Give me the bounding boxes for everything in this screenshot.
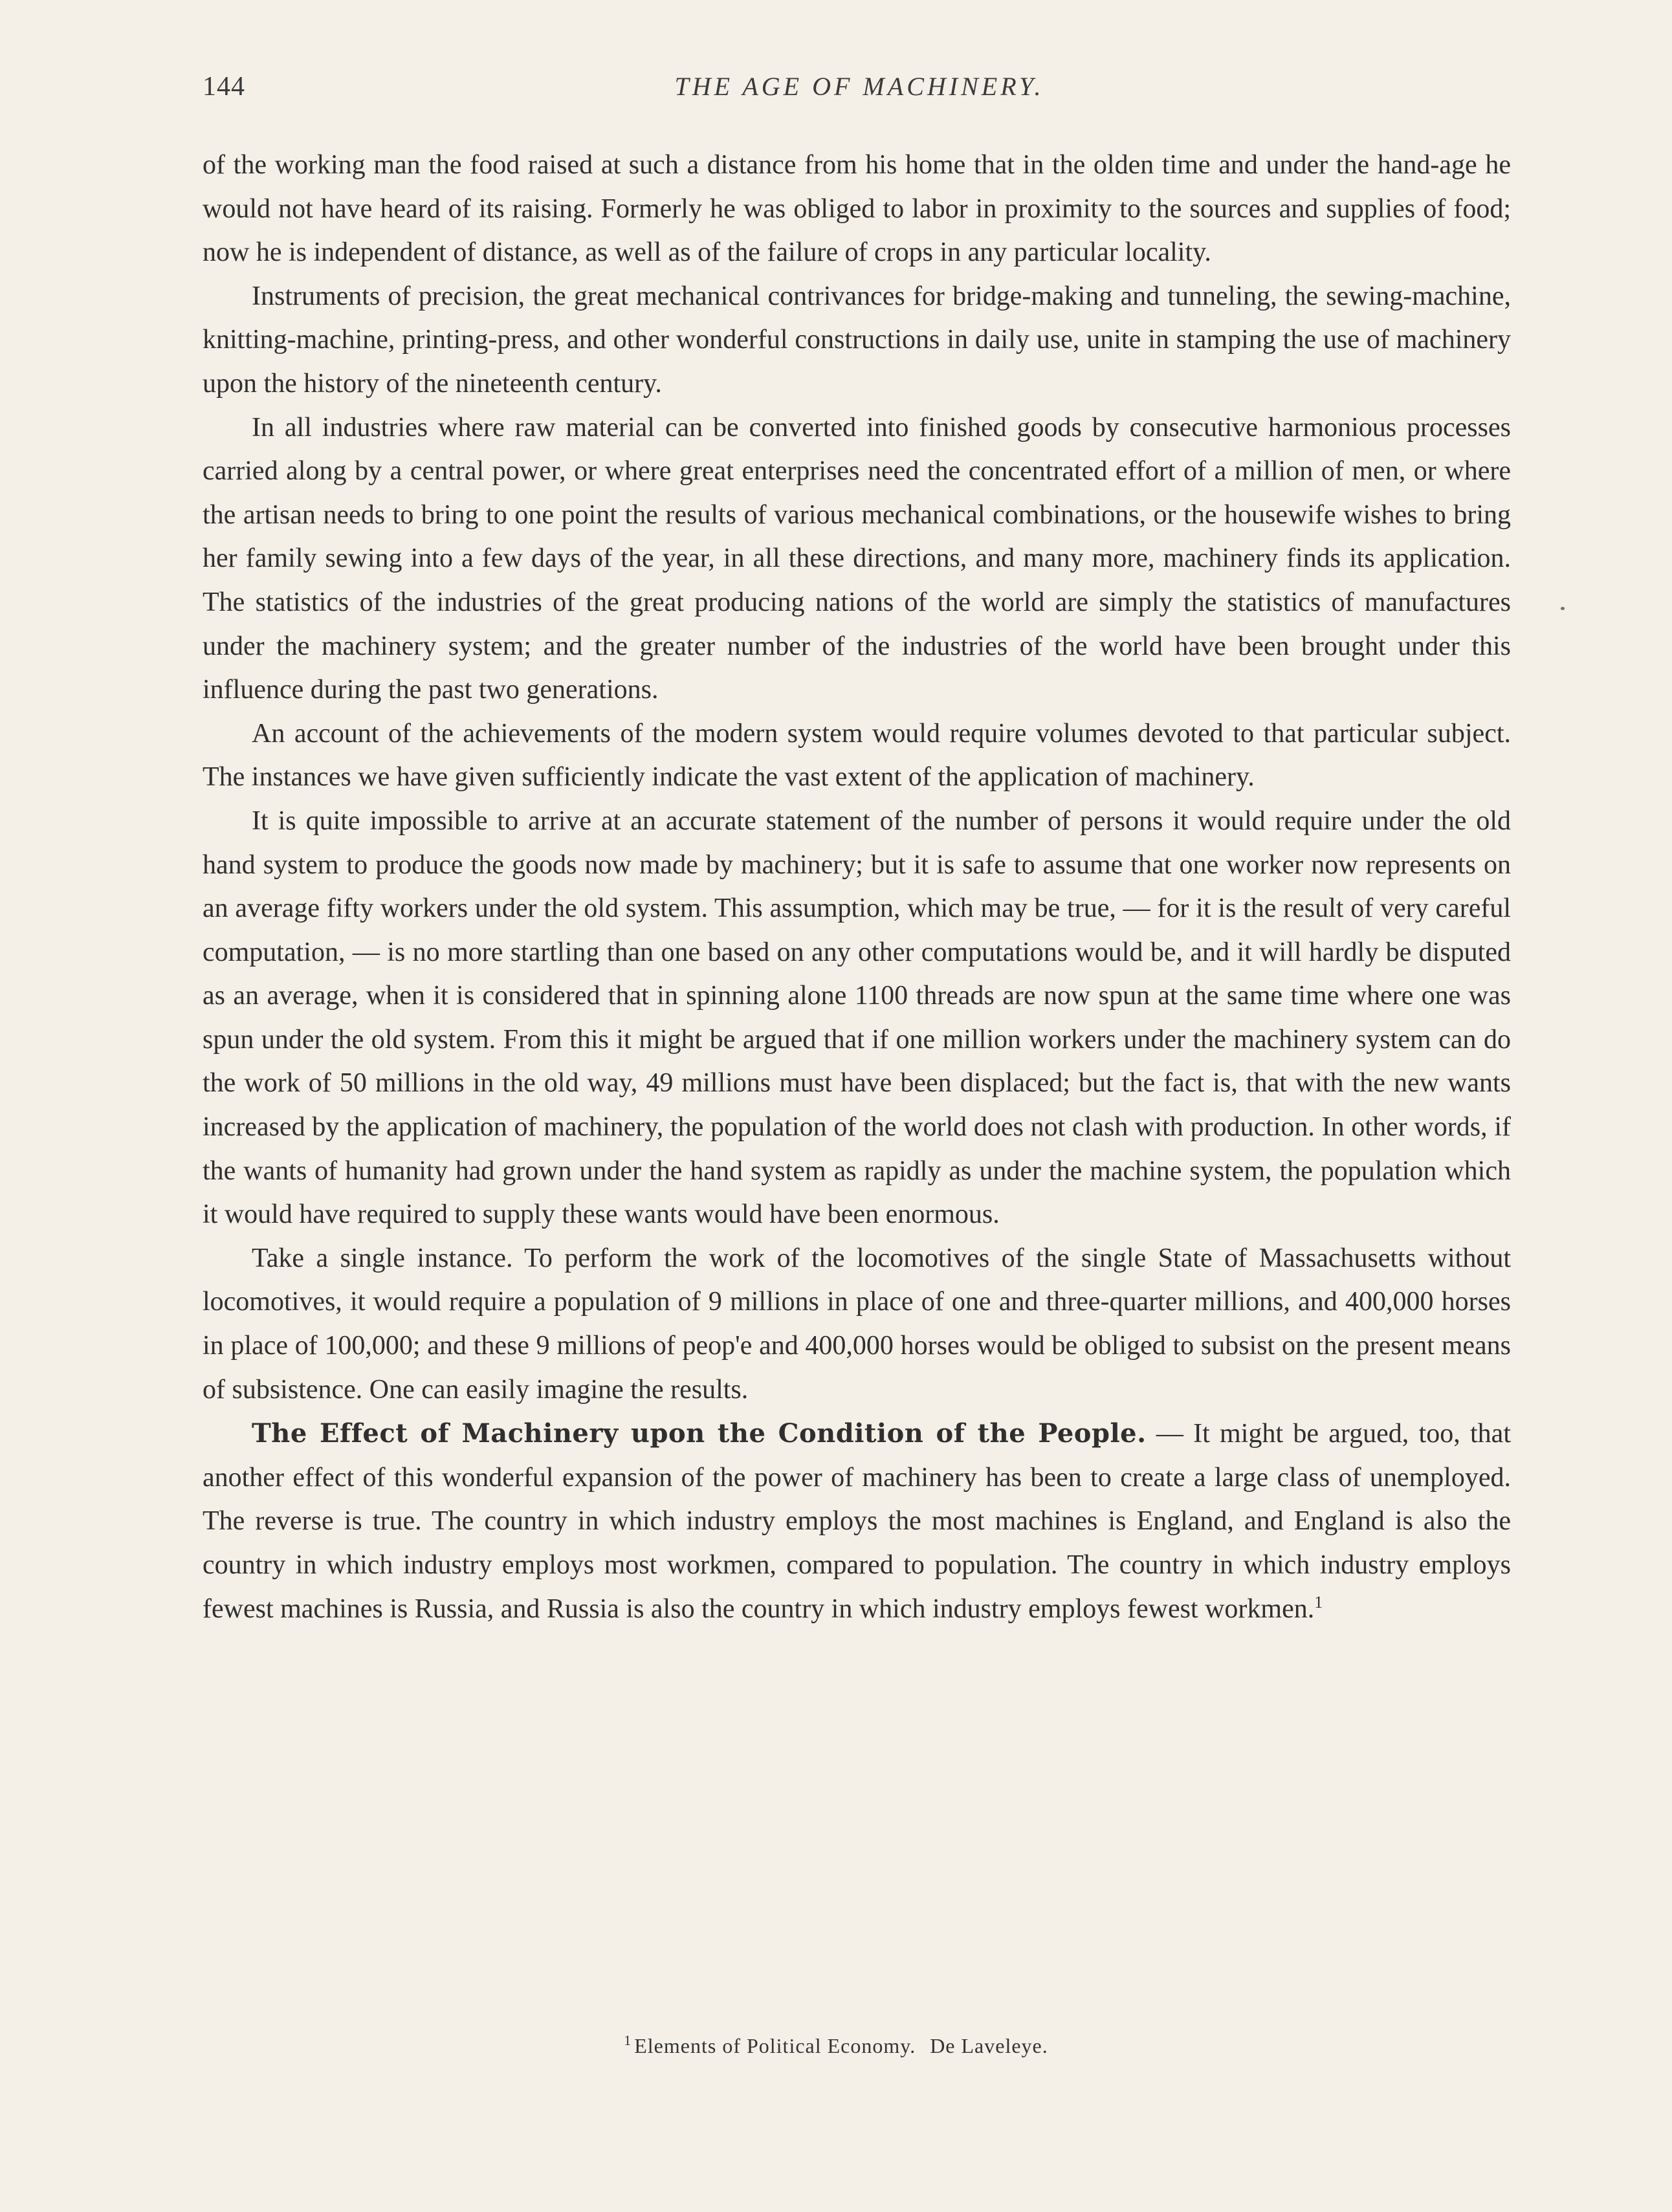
footnote-title: Elements of Political Economy.: [634, 2034, 916, 2057]
footnote: [0, 2034, 1672, 2058]
paragraph: In all industries where raw material can be converted into finished goods by consecutive harmonious processes carried along by a central power, or where great enterprises need the concentrated effort of a million of men, or where the artisan needs to bring to one point the results of various mechanical combinations, or the housewife wishes to bring her family sewing into a few days of the year, in all these directions, and many more, machinery finds its application. The statistics of the industries of the great producing nations of the world are simply the statistics of manufactures under the machinery system; and the greater number of the industries of the world have been brought under this influence during the past two generations.: [203, 412, 1511, 705]
paragraph: An account of the achievements of the modern system would require volumes devoted to that particular subject. The instances we have given sufficiently indicate the vast extent of the application of machinery.: [203, 718, 1511, 793]
paper-speck: [1561, 607, 1565, 610]
footnote-mark: 1: [624, 2032, 632, 2049]
section-heading: The Effect of Machinery upon the Condition of the People.: [252, 1418, 1147, 1449]
running-head: [203, 71, 1516, 116]
paragraph: It is quite impossible to arrive at an accurate statement of the number of persons it would require under the old hand system to produce the goods now made by machinery; but it is safe to assume that one worker now represents on an average fifty workers under the old system. This assumption, which may be true, — for it is the result of very careful computation, — is no more startling than one based on any other computations would be, and it will hardly be disputed as an average, when it is considered that in spinning alone 1100 threads are now spun at the same time where one was spun under the old system. From this it might be argued that if one million workers under the machinery system can do the work of 50 millions in the old way, 49 millions must have been displaced; but the fact is, that with the new wants increased by the application of machinery, the population of the world does not clash with production. In other words, if the wants of humanity had grown under the hand system as rapidly as under the machine system, the population which it would have required to supply these wants would have been enormous.: [203, 805, 1511, 1230]
paragraph: of the working man the food raised at such a distance from his home that in the olden time and under the hand-age he would not have heard of its raising. Formerly he was obliged to labor in proximity to the sources and supplies of food; now he is independent of distance, as well as of the failure of crops in any particular locality.: [203, 150, 1511, 268]
section-paragraph: [203, 1412, 1511, 1631]
body-text: [203, 144, 1511, 1631]
running-title: THE AGE OF MACHINERY.: [674, 72, 1044, 101]
section-text: — It might be argued, too, that another effect of this wonderful expansion of the power of machinery has been to create a large class of unemployed. The reverse is true. The country in which industry employs the most machines is England, and England is also the country in which industry employs most workmen, compared to population. The country in which industry employs fewest machines is Russia, and Russia is also the country in which industry employs fewest workmen.: [203, 1419, 1511, 1624]
page-number: 144: [203, 72, 245, 102]
footnote-reference: 1: [1314, 1592, 1323, 1612]
footnote-author: De Laveleye.: [930, 2034, 1048, 2057]
paragraph: Take a single instance. To perform the work of the locomotives of the single State of Massachusetts without locomotives, it would require a population of 9 millions in place of one and three-quarter millions, and 400,000 horses in place of 100,000; and these 9 millions of peop'e and 400,000 horses would be obliged to subsist on the present means of subsistence. One can easily imagine the results.: [203, 1243, 1511, 1405]
paragraph: Instruments of precision, the great mechanical contrivances for bridge-making and tunneling, the sewing-machine, knitting-machine, printing-press, and other wonderful constructions in daily use, unite in stamping the use of machinery upon the history of the nineteenth century.: [203, 281, 1511, 399]
